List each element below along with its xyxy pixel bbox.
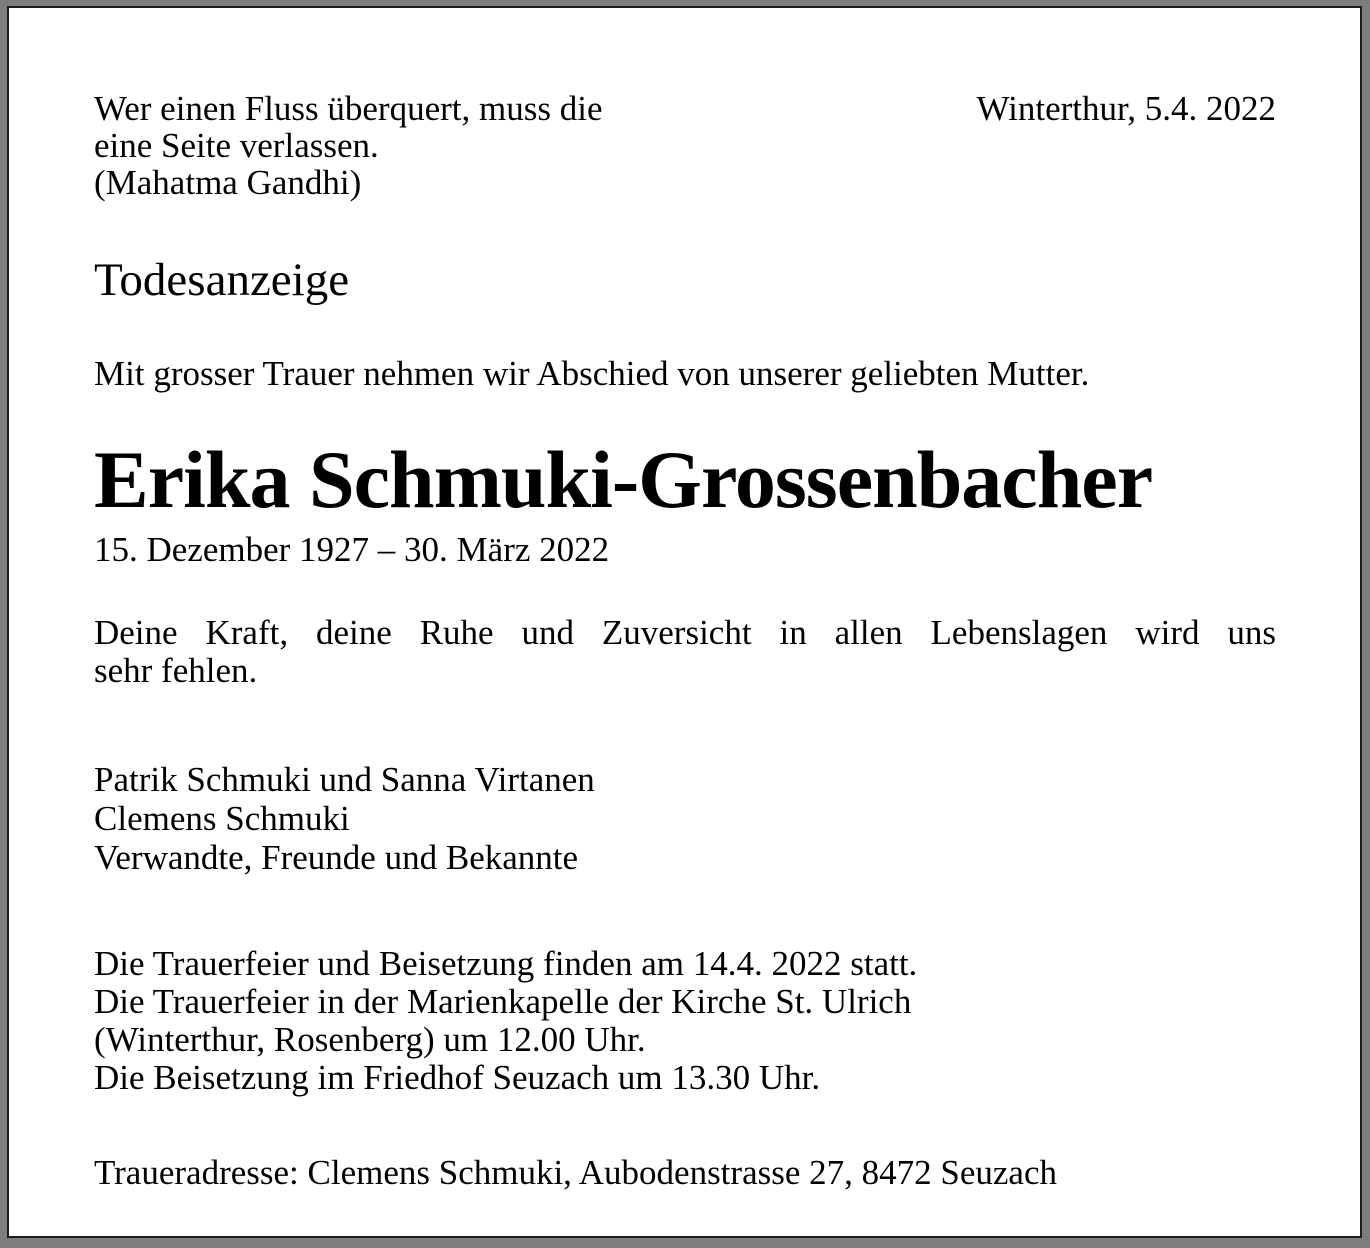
mourners-list (94, 760, 1276, 877)
header-row (94, 90, 1276, 201)
farewell-text (94, 614, 1276, 690)
deceased-name: Erika Schmuki-Grossenbacher (94, 434, 1153, 525)
farewell-line-1: Deine Kraft, deine Ruhe und Zuversicht in allen Lebenslagen wird uns (94, 613, 1276, 652)
mourner-line-2: Clemens Schmuki (94, 799, 350, 838)
farewell-line-2: sehr fehlen. (94, 651, 258, 690)
obituary-page (7, 6, 1362, 1238)
quote-attribution: (Mahatma Gandhi) (94, 163, 362, 202)
condolence-address: Traueradresse: Clemens Schmuki, Aubodenstrasse 27, 8472 Seuzach (94, 1153, 1057, 1192)
dateline: Winterthur, 5.4. 2022 (976, 89, 1276, 128)
notice-type-heading: Todesanzeige (94, 254, 350, 306)
service-info (94, 945, 1276, 1097)
life-dates: 15. Dezember 1927 – 30. März 2022 (94, 530, 610, 569)
quote-block (94, 90, 602, 201)
quote-line-2: eine Seite verlassen. (94, 126, 379, 165)
service-line-1: Die Trauerfeier und Beisetzung finden am 14.4. 2022 statt. (94, 944, 918, 983)
quote-line-1: Wer einen Fluss überquert, muss die (94, 89, 603, 128)
intro-text: Mit grosser Trauer nehmen wir Abschied von unserer geliebten Mutter. (94, 354, 1090, 393)
mourner-line-1: Patrik Schmuki und Sanna Virtanen (94, 760, 595, 799)
service-line-2: Die Trauerfeier in der Marienkapelle der Kirche St. Ulrich (94, 982, 912, 1021)
service-line-4: Die Beisetzung im Friedhof Seuzach um 13.30 Uhr. (94, 1058, 821, 1097)
service-line-3: (Winterthur, Rosenberg) um 12.00 Uhr. (94, 1020, 646, 1059)
mourner-line-3: Verwandte, Freunde und Bekannte (94, 838, 579, 877)
